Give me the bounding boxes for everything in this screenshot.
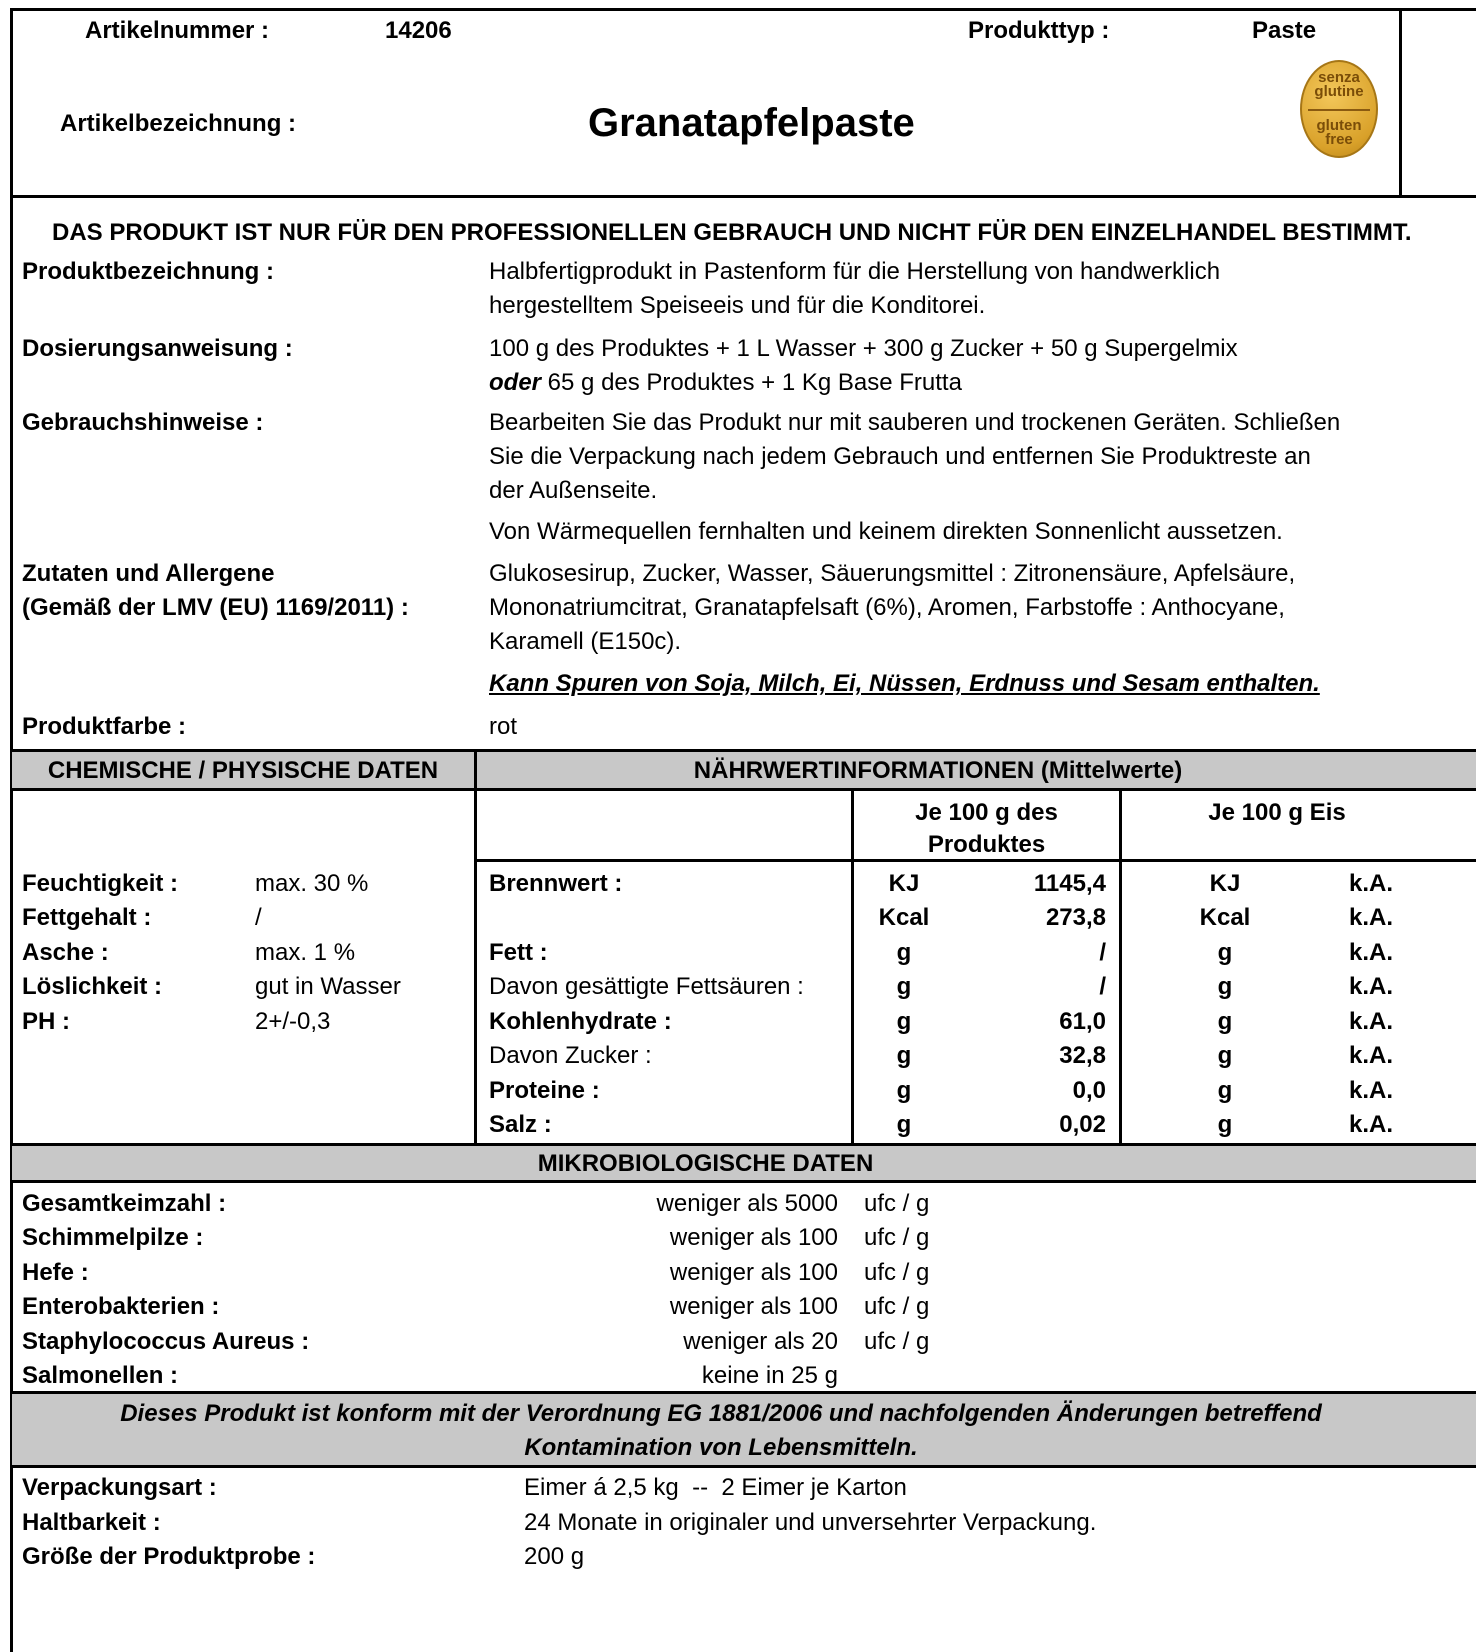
nutrition-unit-product: g bbox=[896, 1008, 912, 1035]
packaging-row-value: Eimer á 2,5 kg -- 2 Eimer je Karton bbox=[524, 1474, 907, 1501]
nutrition-unit-product: g bbox=[896, 973, 912, 1000]
badge-text-gluten: gluten bbox=[1316, 117, 1362, 134]
nutrition-unit-product: g bbox=[896, 1111, 912, 1138]
nutrition-row-label: Salz : bbox=[489, 1111, 552, 1138]
chem-row-label: PH : bbox=[22, 1008, 70, 1035]
nutrition-unit-product: g bbox=[896, 1042, 912, 1069]
micro-row-unit: ufc / g bbox=[864, 1224, 930, 1251]
chem-row-label: Fettgehalt : bbox=[22, 904, 152, 931]
nutrition-value-product: / bbox=[1099, 973, 1106, 1000]
conformity-line-1: Dieses Produkt ist konform mit der Verordnung EG 1881/2006 und nachfolgenden Änderungen betreffend bbox=[120, 1400, 1322, 1427]
micro-row-label: Enterobakterien : bbox=[22, 1293, 220, 1320]
nutrition-unit-product: g bbox=[896, 1077, 912, 1104]
nutrition-value-ice: k.A. bbox=[1348, 870, 1393, 897]
zutaten-line-1: Glukosesirup, Zucker, Wasser, Säuerungsmittel : Zitronensäure, Apfelsäure, bbox=[489, 560, 1296, 587]
chem-row-label: Asche : bbox=[22, 939, 109, 966]
nutrition-unit-ice: g bbox=[1217, 939, 1233, 966]
micro-row-label: Gesamtkeimzahl : bbox=[22, 1190, 227, 1217]
packaging-row-value: 200 g bbox=[524, 1543, 585, 1570]
nutrition-unit-product: g bbox=[896, 939, 912, 966]
dosierung-oder: oder bbox=[489, 369, 542, 396]
nutrition-value-ice: k.A. bbox=[1348, 1042, 1393, 1069]
micro-row-label: Schimmelpilze : bbox=[22, 1224, 204, 1251]
micro-row-unit: ufc / g bbox=[864, 1293, 930, 1320]
micro-heading: MIKROBIOLOGISCHE DATEN bbox=[537, 1150, 874, 1177]
produktbezeichnung-line-1: Halbfertigprodukt in Pastenform für die Herstellung von handwerklich bbox=[489, 258, 1221, 285]
nutrition-value-product: / bbox=[1099, 939, 1106, 966]
product-title: Granatapfelpaste bbox=[588, 101, 915, 145]
chem-row-value: max. 30 % bbox=[255, 870, 369, 897]
produktbezeichnung-line-2: hergestelltem Speiseeis und für die Konditorei. bbox=[489, 292, 986, 319]
nutrition-value-product: 61,0 bbox=[1059, 1008, 1106, 1035]
chem-row-value: 2+/-0,3 bbox=[255, 1008, 331, 1035]
nutrition-unit-ice: g bbox=[1217, 1008, 1233, 1035]
chem-row-value: / bbox=[255, 904, 262, 931]
zutaten-label-1: Zutaten und Allergene bbox=[22, 560, 275, 587]
header-divider bbox=[10, 195, 1476, 198]
chem-row-label: Löslichkeit : bbox=[22, 973, 163, 1000]
zutaten-label-2: (Gemäß der LMV (EU) 1169/2011) : bbox=[22, 594, 409, 621]
nutrition-row-label: Kohlenhydrate : bbox=[489, 1008, 672, 1035]
chem-nutrition-divider bbox=[474, 749, 477, 1143]
nutrition-unit-ice: g bbox=[1217, 973, 1233, 1000]
gebrauch-line-2: Sie die Verpackung nach jedem Gebrauch und entfernen Sie Produktreste an bbox=[489, 443, 1311, 470]
divider-above-data bbox=[10, 749, 1476, 752]
nutrition-row-label: Fett : bbox=[489, 939, 548, 966]
dosierung-line-2 bbox=[489, 366, 962, 400]
packaging-row-label: Größe der Produktprobe : bbox=[22, 1543, 316, 1570]
nutrition-unit-ice: g bbox=[1217, 1042, 1233, 1069]
micro-row-value: weniger als 100 bbox=[669, 1259, 838, 1286]
frame-right-header bbox=[1399, 8, 1402, 198]
nutrition-row-label: Davon Zucker : bbox=[489, 1042, 652, 1069]
micro-row-label: Hefe : bbox=[22, 1259, 89, 1286]
nutrition-unit-ice: g bbox=[1217, 1111, 1233, 1138]
micro-row-unit: ufc / g bbox=[864, 1328, 930, 1355]
chem-heading: CHEMISCHE / PHYSISCHE DATEN bbox=[47, 757, 439, 784]
nutrition-value-product: 32,8 bbox=[1059, 1042, 1106, 1069]
micro-row-label: Staphylococcus Aureus : bbox=[22, 1328, 310, 1355]
micro-row-value: weniger als 20 bbox=[683, 1328, 838, 1355]
nutrition-col-ice: Je 100 g Eis bbox=[1208, 799, 1346, 826]
produktbezeichnung-label: Produktbezeichnung : bbox=[22, 258, 274, 285]
nutrition-value-product: 273,8 bbox=[1045, 904, 1106, 931]
nutrition-unit-ice: Kcal bbox=[1199, 904, 1251, 931]
produkttyp-label: Produkttyp : bbox=[968, 17, 1110, 44]
gebrauch-line-3: der Außenseite. bbox=[489, 477, 658, 504]
dosierung-line-2-rest: 65 g des Produktes + 1 Kg Base Frutta bbox=[541, 369, 962, 396]
chem-row-label: Feuchtigkeit : bbox=[22, 870, 179, 897]
micro-row-value: weniger als 100 bbox=[669, 1293, 838, 1320]
chem-row-value: gut in Wasser bbox=[255, 973, 401, 1000]
nutrition-col-product-line-1: Je 100 g des bbox=[915, 799, 1058, 826]
nutrition-value-product: 0,0 bbox=[1072, 1077, 1106, 1104]
gebrauch-label: Gebrauchshinweise : bbox=[22, 409, 264, 436]
nutrition-unit-product: Kcal bbox=[878, 904, 930, 931]
nutrition-value-ice: k.A. bbox=[1348, 1077, 1393, 1104]
packaging-row-label: Haltbarkeit : bbox=[22, 1509, 161, 1536]
nutrition-heading: NÄHRWERTINFORMATIONEN (Mittelwerte) bbox=[693, 757, 1183, 784]
nutrition-value-ice: k.A. bbox=[1348, 1111, 1393, 1138]
divider-below-conformity bbox=[10, 1465, 1476, 1468]
professional-use-notice: DAS PRODUKT IST NUR FÜR DEN PROFESSIONELLEN GEBRAUCH UND NICHT FÜR DEN EINZELHANDEL BESTIMMT. bbox=[52, 219, 1412, 246]
nutrition-row-label: Davon gesättigte Fettsäuren : bbox=[489, 973, 804, 1000]
badge-text-glutine: glutine bbox=[1314, 83, 1364, 100]
allergen-traces-note: Kann Spuren von Soja, Milch, Ei, Nüssen, Erdnuss und Sesam enthalten. bbox=[489, 670, 1320, 697]
frame-top bbox=[10, 8, 1476, 11]
artikelbezeichnung-label: Artikelbezeichnung : bbox=[60, 110, 297, 137]
nutrition-value-product: 1145,4 bbox=[1033, 870, 1106, 897]
nutrition-unit-ice: g bbox=[1217, 1077, 1233, 1104]
micro-row-unit: ufc / g bbox=[864, 1190, 930, 1217]
divider-below-data-heading bbox=[10, 788, 1476, 791]
nutrition-value-product: 0,02 bbox=[1059, 1111, 1106, 1138]
zutaten-line-3: Karamell (E150c). bbox=[489, 628, 682, 655]
produktfarbe-value: rot bbox=[489, 713, 518, 740]
micro-row-value: keine in 25 g bbox=[701, 1362, 838, 1389]
zutaten-line-2: Mononatriumcitrat, Granatapfelsaft (6%), Aromen, Farbstoffe : Anthocyane, bbox=[489, 594, 1285, 621]
gluten-free-badge-icon bbox=[1300, 60, 1378, 158]
micro-row-value: weniger als 100 bbox=[669, 1224, 838, 1251]
gebrauch-line-1: Bearbeiten Sie das Produkt nur mit sauberen und trockenen Geräten. Schließen bbox=[489, 409, 1341, 436]
dosierung-line-1: 100 g des Produktes + 1 L Wasser + 300 g Zucker + 50 g Supergelmix bbox=[489, 335, 1238, 362]
gebrauch-extra: Von Wärmequellen fernhalten und keinem direkten Sonnenlicht aussetzen. bbox=[489, 518, 1283, 545]
nutrition-value-ice: k.A. bbox=[1348, 973, 1393, 1000]
nutrition-unit-ice: KJ bbox=[1209, 870, 1241, 897]
artikelnummer-label: Artikelnummer : bbox=[85, 17, 270, 44]
nutrition-value-ice: k.A. bbox=[1348, 904, 1393, 931]
nutrition-col-product-line-2: Produktes bbox=[927, 831, 1046, 858]
badge-text-senza: senza bbox=[1318, 69, 1360, 86]
micro-row-value: weniger als 5000 bbox=[656, 1190, 838, 1217]
artikelnummer-value: 14206 bbox=[385, 17, 452, 44]
dosierung-label: Dosierungsanweisung : bbox=[22, 335, 293, 362]
nutrition-col2-divider bbox=[1119, 788, 1122, 1143]
badge-text-free: free bbox=[1325, 131, 1353, 148]
nutrition-value-ice: k.A. bbox=[1348, 1008, 1393, 1035]
nutrition-row-label: Proteine : bbox=[489, 1077, 600, 1104]
nutrition-value-ice: k.A. bbox=[1348, 939, 1393, 966]
micro-row-label: Salmonellen : bbox=[22, 1362, 179, 1389]
packaging-row-value: 24 Monate in originaler und unversehrter Verpackung. bbox=[524, 1509, 1097, 1536]
produkttyp-value: Paste bbox=[1252, 17, 1317, 44]
conformity-line-2: Kontamination von Lebensmitteln. bbox=[524, 1434, 918, 1461]
packaging-row-label: Verpackungsart : bbox=[22, 1474, 217, 1501]
nutrition-row-label: Brennwert : bbox=[489, 870, 623, 897]
nutrition-unit-product: KJ bbox=[888, 870, 920, 897]
produktfarbe-label: Produktfarbe : bbox=[22, 713, 187, 740]
micro-row-unit: ufc / g bbox=[864, 1259, 930, 1286]
chem-row-value: max. 1 % bbox=[255, 939, 356, 966]
badge-divider bbox=[1308, 109, 1370, 111]
